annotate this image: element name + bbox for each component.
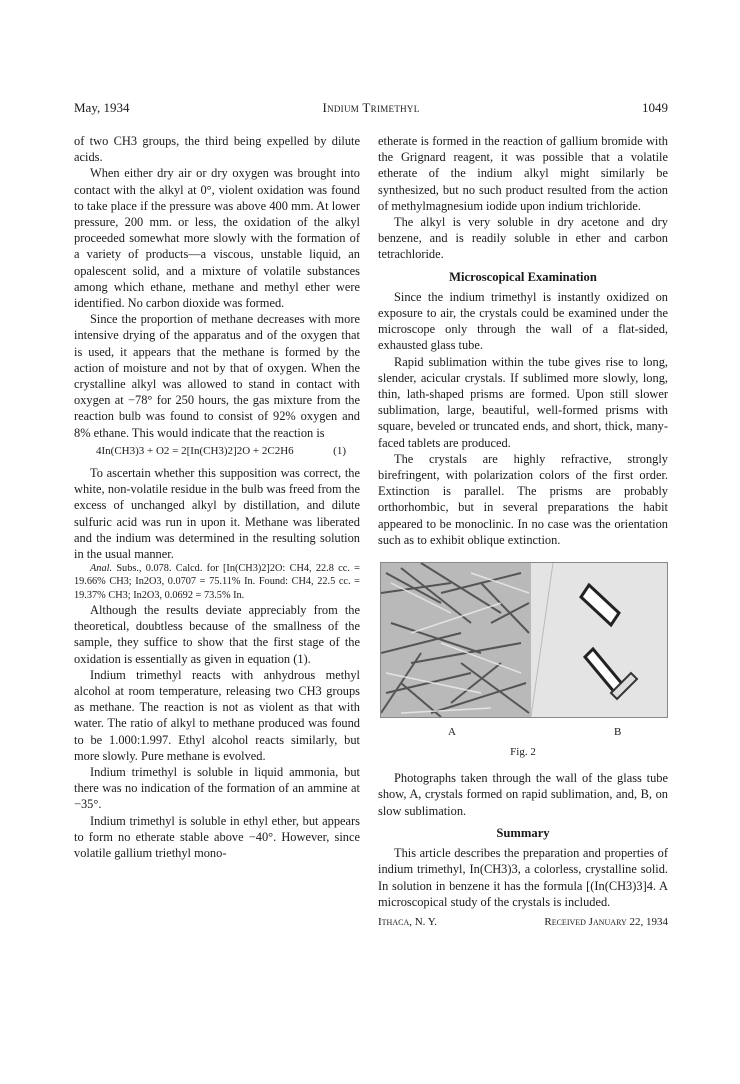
paragraph: etherate is formed in the reaction of gallium bromide with the Grignard reagent, it was possible that a volatile etherate of the indium alkyl might similarly be synthesized, but no such product resulted from the action of methylmagnesium iodide upon indium trichloride. — [378, 134, 668, 213]
paragraph: This article describes the preparation and properties of indium trimethyl, In(CH3)3, a colorless, crystalline solid. In solution in benzene it has the formula [(In(CH3)3]4. A microscopical study of the crystals is included. — [378, 846, 668, 909]
figure-panel-labels — [378, 724, 668, 742]
figure-caption: Fig. 2 — [510, 746, 536, 759]
location: Ithaca, N. Y. — [378, 915, 438, 928]
analysis-text: Subs., 0.078. Calcd. for [In(CH3)2]2O: CH4, 22.8 cc. = 19.66% CH3; In2O3, 0.0707 = 75.11% In. Found: CH4, 22.5 cc. = 19.37% CH3; In2O3, 0.0692 = 73.5% In. — [74, 563, 360, 601]
left-column — [74, 133, 360, 861]
equation — [96, 443, 360, 459]
paragraph: Although the results deviate appreciably from the theoretical, doubtless because of the smallness of the sample, they suffice to show that the first stage of the oxidation is essentially as given in equation (1). — [74, 602, 360, 666]
equation-text: 4In(CH3)3 + O2 = 2[In(CH3)2]2O + 2C2H6 — [96, 444, 294, 457]
paragraph: Since the proportion of methane decreases with more intensive drying of the apparatus and of the oxygen that is used, it appears that the methane is formed by the action of moisture and not by that of oxygen. When the crystalline alkyl was allowed to stand in contact with oxygen at −78° for 250 hours, the gas mixture from the reaction bulb was found to consist of 92% oxygen and 8% ethane. This would indicate that the reaction is — [74, 312, 360, 440]
paragraph: Indium trimethyl reacts with anhydrous methyl alcohol at room temperature, releasing two CH3 groups as methane. The reaction is not as violent as that with water. The ratio of alkyl to methane produced was found to be 1.000:1.997. Ethyl alcohol reacts similarly, but more slowly. Pure methane is evolved. — [74, 667, 360, 763]
paragraph: When either dry air or dry oxygen was brought into contact with the alkyl at 0°, violent oxidation was found to take place if the pressure was above 400 mm. At lower pressure, 200 mm. or less, the oxidation of the alkyl proceeded somewhat more slowly with the formation of a variety of products—a viscous, unstable liquid, an opalescent solid, and a mixture of volatile substances among which ethane, methane and methyl ether were identified. No carbon dioxide was formed. — [74, 166, 360, 311]
page-number: 1049 — [642, 100, 668, 115]
paragraph: The alkyl is very soluble in dry acetone and dry benzene, and is readily soluble in ether and carbon tetrachloride. — [378, 215, 668, 262]
analysis-note — [74, 562, 360, 602]
paragraph: Indium trimethyl is soluble in ethyl ether, but appears to form no etherate stable above −40°. However, since volatile gallium triethyl mono- — [74, 813, 360, 860]
signature-line — [378, 914, 668, 930]
received-date: Received January 22, 1934 — [544, 915, 668, 928]
paragraph: Since the indium trimethyl is instantly oxidized on exposure to air, the crystals could be examined under the microscope only through the wall of a flat-sided, exhausted glass tube. — [378, 289, 668, 353]
crystal-photograph-figure — [380, 562, 668, 718]
paragraph: Photographs taken through the wall of the glass tube show, A, crystals formed on rapid sublimation, and, B, on slow sublimation. — [378, 771, 668, 818]
paragraph: of two CH3 groups, the third being expelled by dilute acids. — [74, 134, 360, 165]
figure-label-b: B — [614, 726, 622, 739]
acicular-crystals-photo — [381, 563, 531, 717]
section-heading-summary: Summary — [496, 825, 550, 840]
figure-label-a: A — [448, 726, 456, 739]
section-heading-microscopical: Microscopical Examination — [449, 269, 597, 284]
header-date: May, 1934 — [74, 100, 130, 115]
running-header — [74, 100, 668, 120]
header-title: Indium Trimethyl — [322, 100, 420, 115]
analysis-label: Anal. — [90, 563, 113, 575]
paragraph: To ascertain whether this supposition was correct, the white, non-volatile residue in the bulb was freed from the excess of unchanged alkyl by distillation, and dilute sulfuric acid was run in upon it. Methane was liberated and the indium was determined in the resulting solution in the usual manner. — [74, 466, 360, 562]
equation-number: (1) — [333, 444, 346, 457]
prism-crystals-photo — [531, 563, 667, 717]
paragraph: Indium trimethyl is soluble in liquid ammonia, but there was no indication of the formation of an ammine at −35°. — [74, 764, 360, 812]
paragraph: Rapid sublimation within the tube gives rise to long, slender, acicular crystals. If sublimed more slowly, long, thin, lath-shaped prisms are formed. Upon still slower sublimation, large, beautiful, well-formed prisms with square, beveled or truncated ends, and short, thick, many-faced tablets are produced. — [378, 354, 668, 450]
paragraph: The crystals are highly refractive, strongly birefringent, with polarization colors of the first order. Extinction is parallel. The prisms are probably orthorhombic, but in several preparations the habit appeared to be monoclinic. In no case was the orientation such as to exhibit oblique extinction. — [378, 451, 668, 547]
right-column — [378, 133, 668, 930]
